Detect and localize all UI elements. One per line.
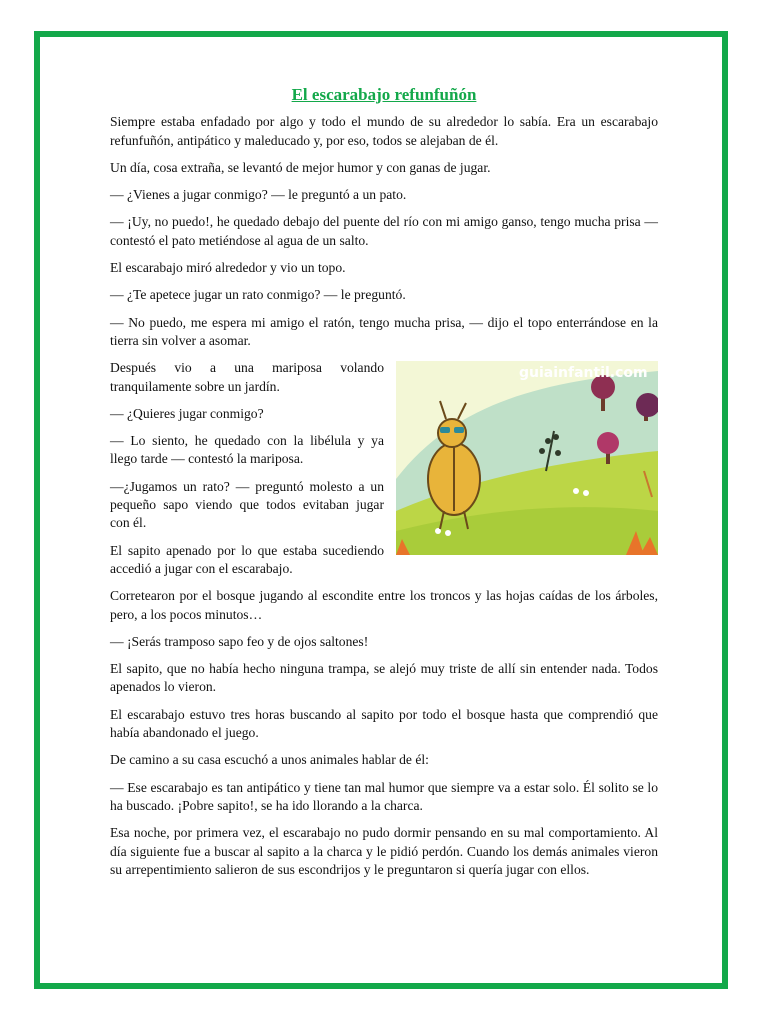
story-paragraph: Un día, cosa extraña, se levantó de mejor humor y con ganas de jugar. [110, 159, 491, 175]
story-paragraph: Esa noche, por primera vez, el escarabajo no pudo dormir pensando en su mal comportamiento. Al día siguiente fue a buscar al sapito a la charca y le pidió perdón. Cuando los demás animales vieron su arrepentimiento salieron de sus escondrijos y le preguntaron si quería jugar con ellos. [110, 825, 658, 877]
story-paragraph: Siempre estaba enfadado por algo y todo el mundo de su alrededor lo sabía. Era un escarabajo refunfuñón, antipático y maleducado y, por eso, todos se alejaban de él. [110, 114, 658, 148]
story-title: El escarabajo refunfuñón [291, 85, 477, 104]
story-paragraph: Corretearon por el bosque jugando al escondite entre los troncos y las hojas caídas de los árboles, pero, a los pocos minutos… [110, 588, 658, 622]
beetle-illustration [396, 361, 658, 555]
story-paragraph: — No puedo, me espera mi amigo el ratón, tengo mucha prisa, — dijo el topo enterrándose en la tierra sin volver a asomar. [110, 314, 658, 348]
story-paragraph: — ¿Vienes a jugar conmigo? — le preguntó a un pato. [110, 187, 407, 203]
story-paragraph: — ¿Te apetece jugar un rato conmigo? — le preguntó. [110, 287, 406, 303]
story-paragraph: — ¡Serás tramposo sapo feo y de ojos saltones! [110, 633, 369, 649]
story-paragraph: El escarabajo miró alrededor y vio un topo. [110, 260, 346, 276]
story-content [110, 86, 658, 888]
story-paragraph: El sapito, que no había hecho ninguna trampa, se alejó muy triste de allí sin entender nada. Todos apenados lo vieron. [110, 661, 658, 695]
story-paragraph: Después vio a una mariposa volando tranquilamente sobre un jardín. [110, 360, 384, 394]
story-paragraph: El escarabajo estuvo tres horas buscando al sapito por todo el bosque hasta que comprendió que había abandonado el juego. [110, 706, 658, 741]
story-paragraph: — ¡Uy, no puedo!, he quedado debajo del puente del río con mi amigo ganso, tengo mucha prisa — contestó el pato metiéndose al agua de un salto. [110, 214, 658, 248]
watermark-text: guiainfantil.com [519, 365, 648, 382]
story-paragraph: — Lo siento, he quedado con la libélula y ya llego tarde — contestó la mariposa. [110, 433, 384, 467]
story-paragraph: El sapito apenado por lo que estaba sucediendo accedió a jugar con el escarabajo. [110, 542, 384, 576]
story-paragraph: — Ese escarabajo es tan antipático y tiene tan mal humor que siempre va a estar solo. Él solito se lo ha buscado. ¡Pobre sapito!, se ha ido llorando a la charca. [110, 779, 658, 813]
story-paragraph: De camino a su casa escuchó a unos animales hablar de él: [110, 752, 429, 768]
story-paragraph: —¿Jugamos un rato? — preguntó molesto a un pequeño sapo viendo que todos evitaban jugar con él. [110, 478, 384, 531]
story-paragraph: — ¿Quieres jugar conmigo? [110, 405, 264, 421]
